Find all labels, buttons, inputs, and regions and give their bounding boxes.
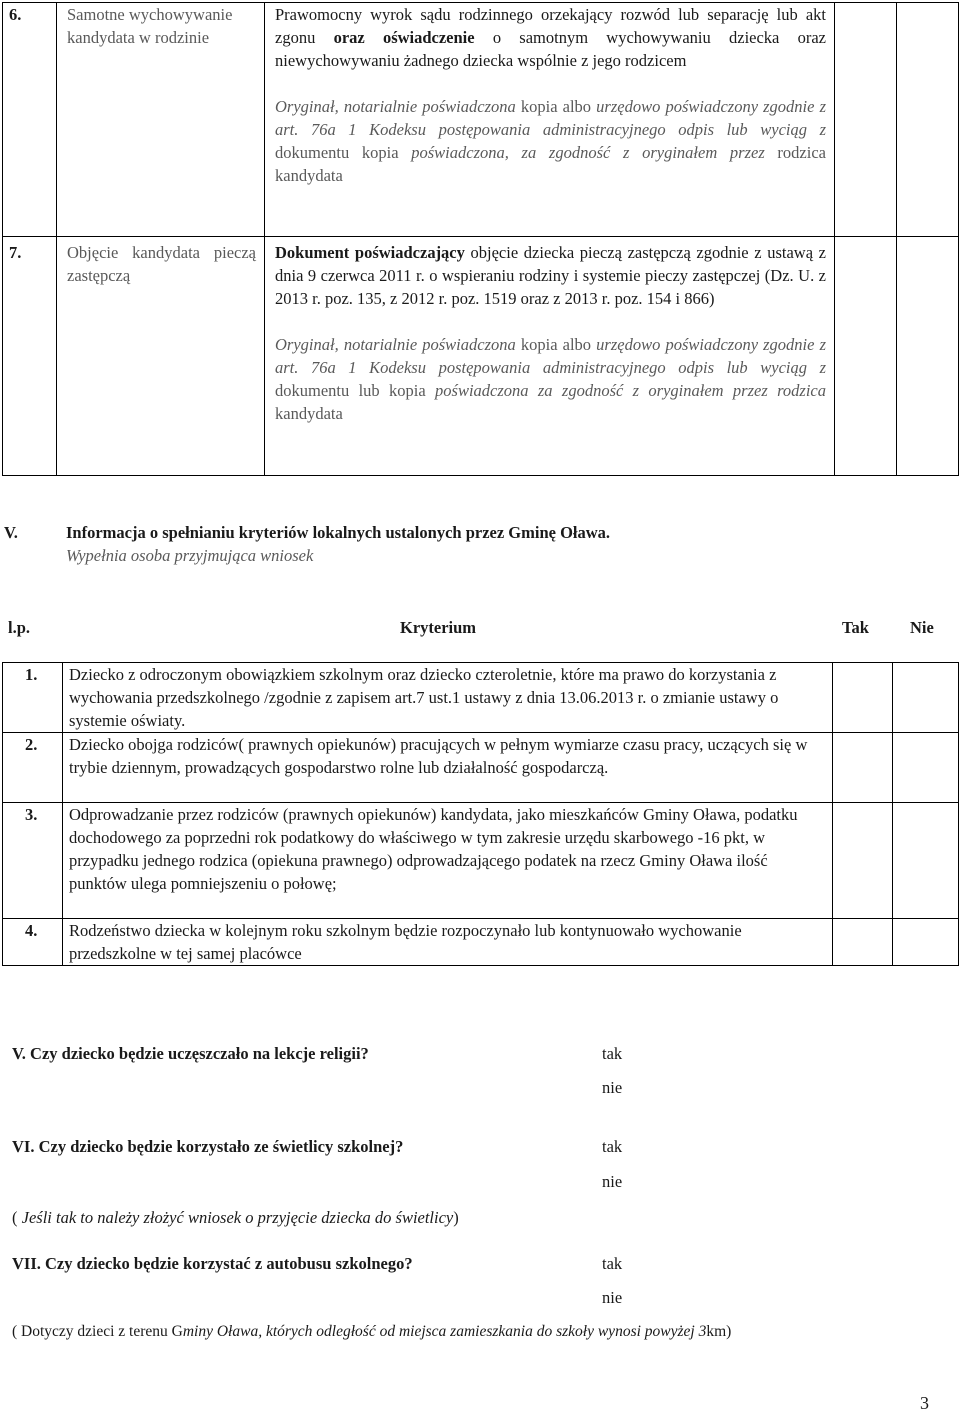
required-document bbox=[265, 237, 835, 476]
checkbox-cell[interactable] bbox=[835, 237, 897, 476]
criterion-number: 1. bbox=[3, 663, 63, 733]
question-afterschool: VI. Czy dziecko będzie korzystało ze świetlicy szkolnej? bbox=[12, 1137, 404, 1156]
text-bold: oraz oświadczenie bbox=[333, 28, 475, 47]
text-italic: urzędowo poświadczony zgodnie z art. 76a 1 Kodeksu postępowania administracyjnego odpis lub wyciąg z bbox=[275, 335, 826, 377]
option-yes[interactable]: tak bbox=[602, 1137, 623, 1156]
option-no[interactable]: nie bbox=[602, 1288, 623, 1307]
text-italic: poświadczona za zgodność z oryginałem przez rodzica bbox=[435, 381, 827, 400]
page-number: 3 bbox=[920, 1393, 929, 1413]
text: ( bbox=[12, 1208, 22, 1227]
section-title: Informacja o spełnianiu kryteriów lokalnych ustalonych przez Gminę Oława. bbox=[66, 523, 611, 542]
text: rodzica kandydata bbox=[275, 143, 826, 185]
text: kopia albo bbox=[515, 335, 597, 354]
text: o samotnym wychowywaniu dziecka oraz niewychowywaniu żadnego dziecka wspólnie z jego rodzicem bbox=[275, 28, 826, 70]
criterion-name bbox=[57, 237, 265, 476]
section-subtitle: Wypełnia osoba przyjmująca wniosek bbox=[66, 546, 314, 565]
no-cell[interactable] bbox=[893, 919, 959, 966]
text: dokumentu lub kopia bbox=[275, 381, 436, 400]
text-italic: poświadczona, za zgodność z oryginałem przez bbox=[411, 143, 765, 162]
afterschool-note bbox=[12, 1208, 459, 1228]
no-cell[interactable] bbox=[893, 733, 959, 803]
checkbox-cell[interactable] bbox=[897, 3, 959, 237]
table-row bbox=[3, 663, 959, 733]
option-no[interactable]: nie bbox=[602, 1078, 623, 1097]
text-italic: Oryginał, notarialnie poświadczona bbox=[275, 335, 516, 354]
text-italic: Jeśli tak to należy złożyć wniosek o przyjęcie dziecka do świetlicy bbox=[21, 1208, 454, 1227]
text-bold: Dokument poświadczający bbox=[275, 243, 465, 262]
yes-cell[interactable] bbox=[833, 919, 893, 966]
text: km) bbox=[706, 1323, 732, 1340]
text: ) bbox=[453, 1208, 459, 1227]
yes-cell[interactable] bbox=[833, 733, 893, 803]
text-italic: miny Oława, których odległość od miejsca zamieszkania do szkoły wynosi powyżej 3 bbox=[182, 1323, 707, 1340]
document-description bbox=[275, 241, 826, 310]
option-no[interactable]: nie bbox=[602, 1172, 623, 1191]
option-yes[interactable]: tak bbox=[602, 1254, 623, 1273]
yes-cell[interactable] bbox=[833, 663, 893, 733]
criteria-rows bbox=[2, 662, 959, 966]
required-document bbox=[265, 3, 835, 237]
text: dokumentu kopia bbox=[275, 143, 412, 162]
criterion-text: Rodzeństwo dziecka w kolejnym roku szkolnym będzie rozpoczynało lub kontynuowało wychowanie przedszkolne w tej samej placówce bbox=[63, 919, 833, 966]
header-criterion: Kryterium bbox=[400, 618, 477, 637]
section-number: V. bbox=[4, 523, 18, 542]
header-yes: Tak bbox=[842, 618, 869, 637]
criterion-name-text: Objęcie kandydata pieczą zastępczą bbox=[67, 243, 256, 285]
criterion-number: 2. bbox=[3, 733, 63, 803]
text: objęcie dziecka pieczą zastępczą zgodnie z ustawą z dnia 9 czerwca 2011 r. o wspieraniu rodziny i systemie pieczy zastępczej (Dz. U. z 2013 r. poz. 135, z 2012 r. poz. 1519 oraz z 2013 r. poz. 154 i 866) bbox=[275, 243, 826, 308]
text: ( Dotyczy dzieci z terenu G bbox=[12, 1323, 183, 1340]
no-cell[interactable] bbox=[893, 663, 959, 733]
text: Prawomocny wyrok sądu rodzinnego orzekający rozwód lub separację lub akt zgonu bbox=[275, 5, 826, 47]
header-no: Nie bbox=[910, 618, 934, 637]
documents-table bbox=[2, 2, 959, 476]
bus-note bbox=[12, 1323, 731, 1341]
table-row bbox=[3, 919, 959, 966]
table-row bbox=[3, 733, 959, 803]
criterion-name-text: Samotne wychowywanie kandydata w rodzinie bbox=[67, 5, 233, 47]
table-row bbox=[3, 237, 959, 476]
header-lp: l.p. bbox=[8, 618, 31, 637]
question-religion: V. Czy dziecko będzie uczęszczało na lekcje religii? bbox=[12, 1044, 369, 1063]
checkbox-cell[interactable] bbox=[835, 3, 897, 237]
text: kandydata bbox=[275, 404, 343, 423]
yes-cell[interactable] bbox=[833, 803, 893, 919]
criterion-name bbox=[57, 3, 265, 237]
table-row bbox=[3, 3, 959, 237]
document-form bbox=[275, 333, 826, 425]
criterion-text: Odprowadzanie przez rodziców (prawnych opiekunów) kandydata, jako mieszkańców Gminy Oława, podatku dochodowego za poprzedni rok podatkowy do właściwego w tym zakresie urzędu skarbowego -16 pkt, w przypadku jednego rodzica (opiekuna prawnego) odprowadzającego podatek na rzecz Gminy Oława ilość punktów ulega pomniejszeniu o połowę; bbox=[63, 803, 833, 919]
document-form bbox=[275, 95, 826, 187]
row-number: 6. bbox=[3, 3, 57, 237]
document-description bbox=[275, 3, 826, 72]
criterion-text: Dziecko z odroczonym obowiązkiem szkolnym oraz dziecko czteroletnie, które ma prawo do korzystania z wychowania przedszkolnego /zgodnie z zapisem art.7 ust.1 ustawy z dnia 13.06.2013 r. o zmianie ustawy o systemie oświaty. bbox=[63, 663, 833, 733]
no-cell[interactable] bbox=[893, 803, 959, 919]
text-italic: urzędowo poświadczony zgodnie z art. 76a 1 Kodeksu postępowania administracyjnego odpis lub wyciąg z bbox=[275, 97, 826, 139]
row-number: 7. bbox=[3, 237, 57, 476]
criterion-number: 4. bbox=[3, 919, 63, 966]
table-row bbox=[3, 803, 959, 919]
text: kopia albo bbox=[515, 97, 597, 116]
criterion-text: Dziecko obojga rodziców( prawnych opiekunów) pracujących w pełnym wymiarze czasu pracy, uczących się w trybie dziennym, prowadzących gospodarstwo rolne lub działalność gospodarczą. bbox=[63, 733, 833, 803]
option-yes[interactable]: tak bbox=[602, 1044, 623, 1063]
checkbox-cell[interactable] bbox=[897, 237, 959, 476]
text-italic: Oryginał, notarialnie poświadczona bbox=[275, 97, 516, 116]
question-bus: VII. Czy dziecko będzie korzystać z autobusu szkolnego? bbox=[12, 1254, 413, 1273]
criterion-number: 3. bbox=[3, 803, 63, 919]
